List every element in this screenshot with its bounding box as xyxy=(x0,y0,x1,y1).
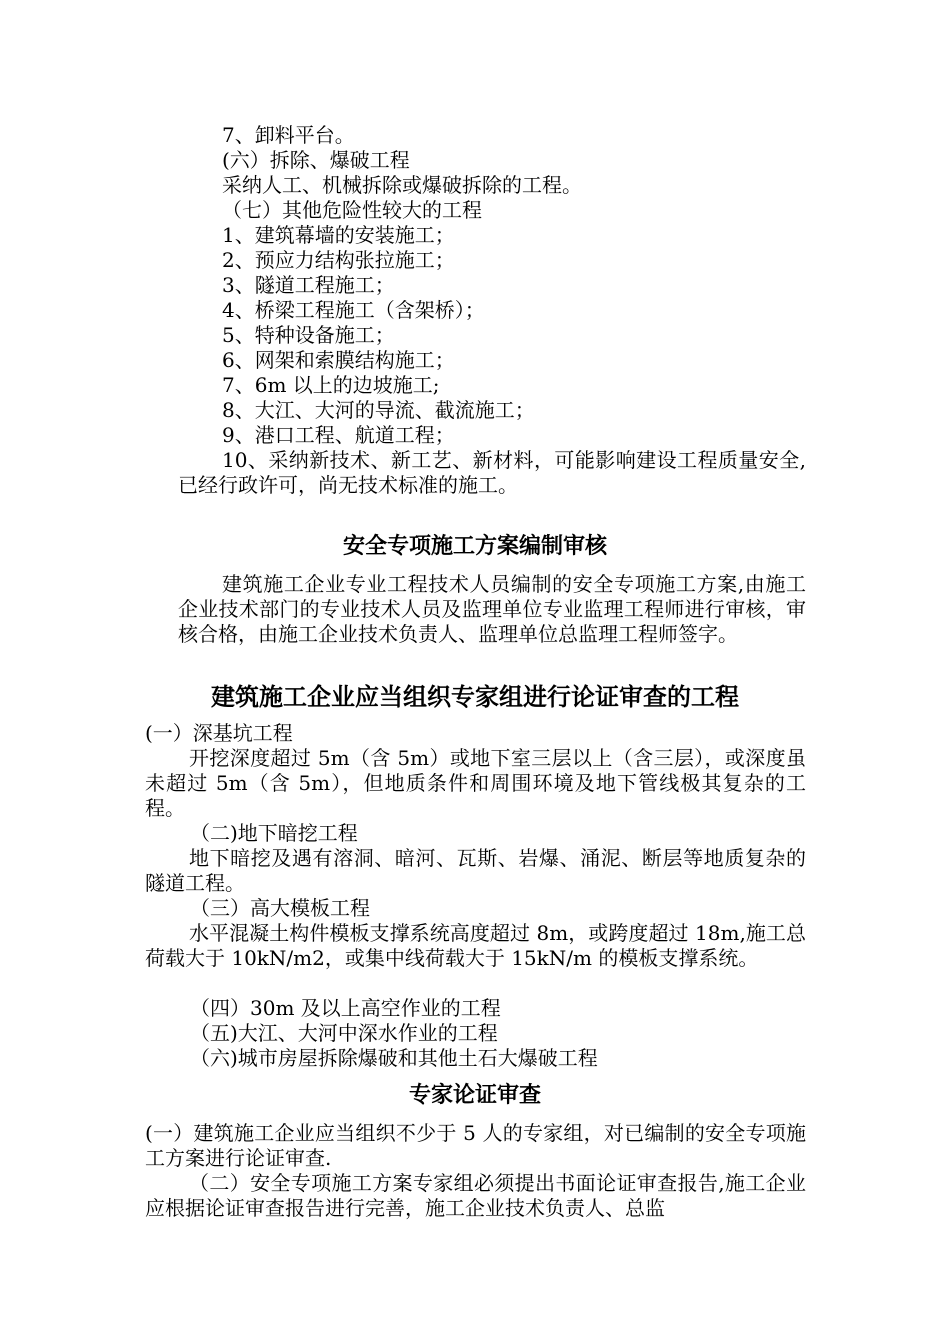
item-body: 水平混凝土构件模板支撑系统高度超过 8m，或跨度超过 18m,施工总荷载大于 10kN/m2，或集中线荷载大于 15kN/m 的模板支撑系统。 xyxy=(145,921,806,970)
item-head: (一）深基坑工程 xyxy=(145,721,293,745)
list-item: 采纳人工、机械拆除或爆破拆除的工程。 xyxy=(222,173,582,197)
list-item: 2、预应力结构张拉施工； xyxy=(222,248,455,272)
list-item: 5、特种设备施工； xyxy=(222,323,395,347)
item-body: 地下暗挖及遇有溶洞、暗河、瓦斯、岩爆、涌泥、断层等地质复杂的隧道工程。 xyxy=(145,846,806,895)
item-head: （五)大江、大河中深水作业的工程 xyxy=(190,1021,498,1045)
item-head: （四）30m 及以上高空作业的工程 xyxy=(190,996,501,1020)
paragraph: （二）安全专项施工方案专家组必须提出书面论证审查报告,施工企业应根据论证审查报告进行完善，施工企业技术负责人、总监 xyxy=(145,1171,806,1220)
list-item: 7、卸料平台。 xyxy=(222,123,355,147)
item-head: （三）高大模板工程 xyxy=(190,896,370,920)
section-title-expert-review: 专家论证审查 xyxy=(408,1083,541,1108)
paragraph: (一）建筑施工企业应当组织不少于 5 人的专家组，对已编制的安全专项施工方案进行论证审查. xyxy=(145,1121,806,1170)
list-item: （七）其他危险性较大的工程 xyxy=(222,198,482,222)
section-title-review: 安全专项施工方案编制审核 xyxy=(342,534,607,559)
section-review-body: 建筑施工企业专业工程技术人员编制的安全专项施工方案,由施工企业技术部门的专业技术人员及监理单位专业监理工程师进行审核，审核合格，由施工企业技术负责人、监理单位总监理工程师签字。 xyxy=(178,572,806,646)
section-title-expert-projects: 建筑施工企业应当组织专家组进行论证审查的工程 xyxy=(211,682,739,711)
list-item: 1、建筑幕墙的安装施工； xyxy=(222,223,455,247)
list-item: 9、港口工程、航道工程； xyxy=(222,423,455,447)
list-item-10: 10、采纳新技术、新工艺、新材料，可能影响建设工程质量安全,已经行政许可，尚无技术标准的施工。 xyxy=(178,448,806,497)
list-item: 8、大江、大河的导流、截流施工； xyxy=(222,398,535,422)
item-body: 开挖深度超过 5m（含 5m）或地下室三层以上（含三层），或深度虽未超过 5m（含 5m），但地质条件和周围环境及地下管线极其复杂的工程。 xyxy=(145,746,806,820)
item-head: （二)地下暗挖工程 xyxy=(190,821,358,845)
list-item: 4、桥梁工程施工（含架桥）； xyxy=(222,298,485,322)
list-item: 7、6m 以上的边坡施工; xyxy=(222,373,440,397)
item-head: （六)城市房屋拆除爆破和其他土石大爆破工程 xyxy=(190,1046,598,1070)
list-item: 3、隧道工程施工； xyxy=(222,273,395,297)
list-item: (六）拆除、爆破工程 xyxy=(222,148,410,172)
list-item: 6、网架和索膜结构施工； xyxy=(222,348,455,372)
